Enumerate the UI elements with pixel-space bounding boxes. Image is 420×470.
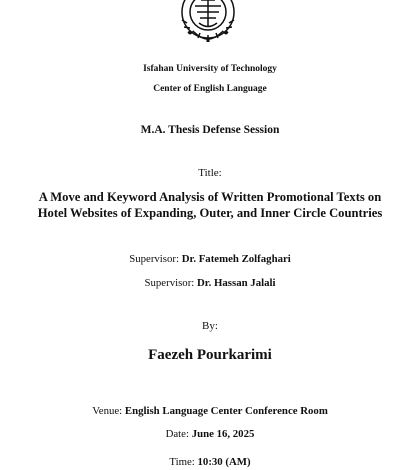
thesis-title-line-2: Hotel Websites of Expanding, Outer, and Inner Circle Countries	[37, 205, 383, 220]
title-label: Title:	[198, 167, 222, 179]
time-value: 10:30 (AM)	[197, 456, 251, 468]
supervisor-1-label: Supervisor:	[129, 253, 180, 265]
by-label: By:	[202, 320, 218, 332]
time-label: Time:	[169, 456, 195, 468]
author-name: Faezeh Pourkarimi	[148, 347, 272, 363]
supervisor-1	[0, 253, 420, 265]
venue-value: English Language Center Conference Room	[124, 405, 328, 417]
time	[0, 456, 420, 468]
university-logo-icon	[170, 0, 246, 52]
date-label: Date:	[165, 428, 189, 440]
university-name: Isfahan University of Technology	[143, 64, 277, 74]
supervisor-1-name: Dr. Fatemeh Zolfaghari	[181, 253, 291, 265]
center-name: Center of English Language	[153, 84, 267, 94]
date	[0, 428, 420, 440]
supervisor-2	[0, 277, 420, 289]
thesis-title-line-1: A Move and Keyword Analysis of Written Promotional Texts on	[38, 190, 382, 204]
session-title: M.A. Thesis Defense Session	[140, 124, 280, 136]
thesis-title	[0, 190, 420, 221]
venue	[0, 405, 420, 417]
venue-label: Venue:	[92, 405, 123, 417]
supervisor-2-name: Dr. Hassan Jalali	[197, 277, 276, 289]
date-value: June 16, 2025	[191, 428, 255, 440]
supervisor-2-label: Supervisor:	[144, 277, 195, 289]
